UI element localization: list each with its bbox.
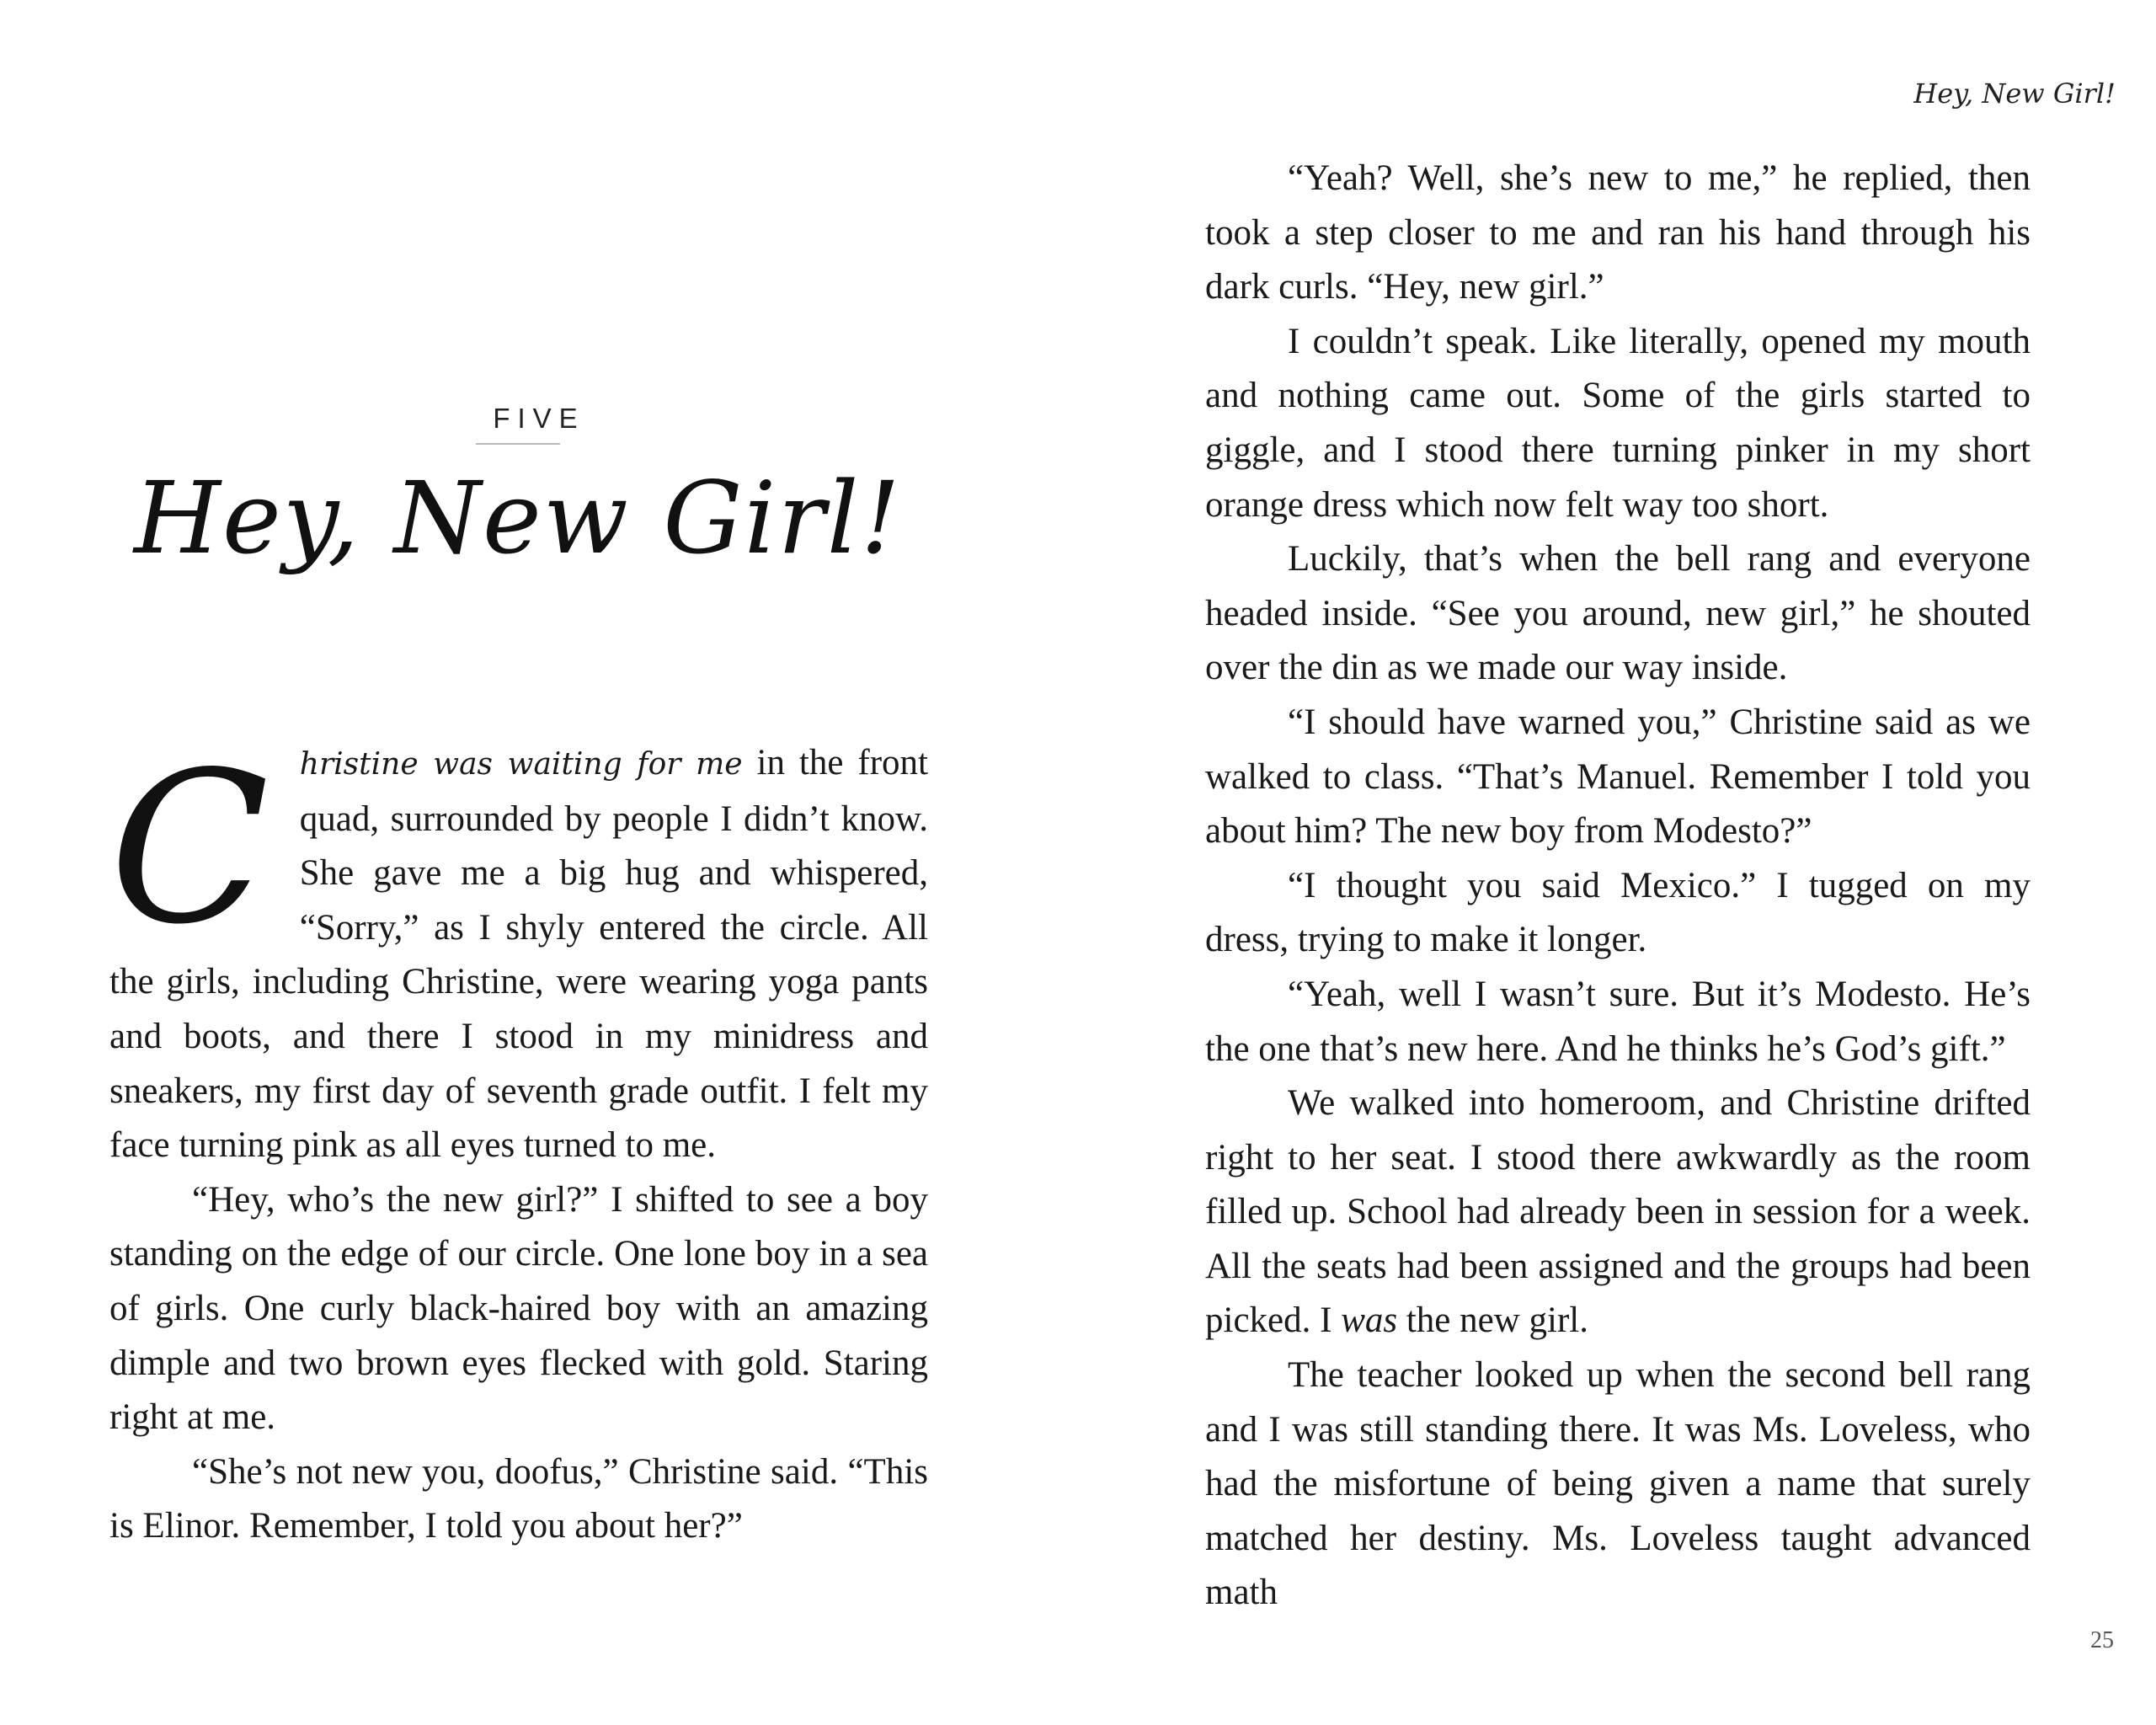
chapter-number: FIVE [493,403,585,434]
paragraph: “She’s not new you, doofus,” Christine said. “This is Elinor. Remember, I told you about her?” [109,1451,928,1546]
paragraph: I couldn’t speak. Like literally, opened my mouth and nothing came out. Some of the girls started to giggle, and I stood there turning pinker in my short orange dress which now felt way too short. [1205,321,2031,525]
paragraph: Luckily, that’s when the bell rang and everyone headed inside. “See you around, new girl,” he shouted over the din as we made our way inside. [1205,539,2031,688]
chapter-title: Hey, New Girl! [134,460,902,576]
opening-paragraph-text: in the front quad, surrounded by people I didn’t know. She gave me a big hug and whispered, “Sorry,” as I shyly entered the circle. All the girls, including Christine, were wearing yoga pants and boots, and there I stood in my minidress and sneakers, my first day of seventh grade outfit. I felt my face turning pink as all eyes turned to me. [109,743,928,1166]
opening-paragraph [109,728,928,1173]
paragraph: “Yeah, well I wasn’t sure. But it’s Modesto. He’s the one that’s new here. And he thinks he’s God’s gift.” [1205,974,2031,1069]
paragraph-with-emphasis [1205,1076,2031,1348]
chapter-divider [476,443,560,445]
running-head: Hey, New Girl! [1913,77,2116,109]
paragraph-tail: the new girl. [1397,1300,1588,1341]
paragraph: “Hey, who’s the new girl?” I shifted to see a boy standing on the edge of our circle. One lone boy in a sea of girls. One curly black-haired boy with an amazing dimple and two brown eyes flecked with gold. Staring right at me. [109,1179,928,1438]
paragraph: “I thought you said Mexico.” I tugged on my dress, trying to make it longer. [1205,865,2031,960]
right-page [1078,0,2156,1725]
paragraph: “I should have warned you,” Christine said as we walked to class. “That’s Manuel. Remember I told you about him? The new boy from Modesto?” [1205,702,2031,852]
right-body-text [1205,152,2031,1621]
emphasized-word: was [1341,1300,1398,1341]
drop-cap: C [109,728,270,970]
left-body-text [109,728,928,1554]
paragraph-text: We walked into homeroom, and Christine drifted right to her seat. I stood there awkwardly as the room filled up. School had already been in session for a week. All the seats had been assigned and the groups had been picked. I [1205,1083,2031,1341]
lead-in-text: hristine was waiting for me [299,747,743,782]
page-number: 25 [2090,1627,2114,1653]
paragraph: “Yeah? Well, she’s new to me,” he replied, then took a step closer to me and ran his hand through his dark curls. “Hey, new girl.” [1205,158,2031,307]
paragraph: The teacher looked up when the second bell rang and I was still standing there. It was Ms. Loveless, who had the misfortune of being given a name that surely matched her destiny. Ms. Loveless taught advanced math [1205,1355,2031,1613]
